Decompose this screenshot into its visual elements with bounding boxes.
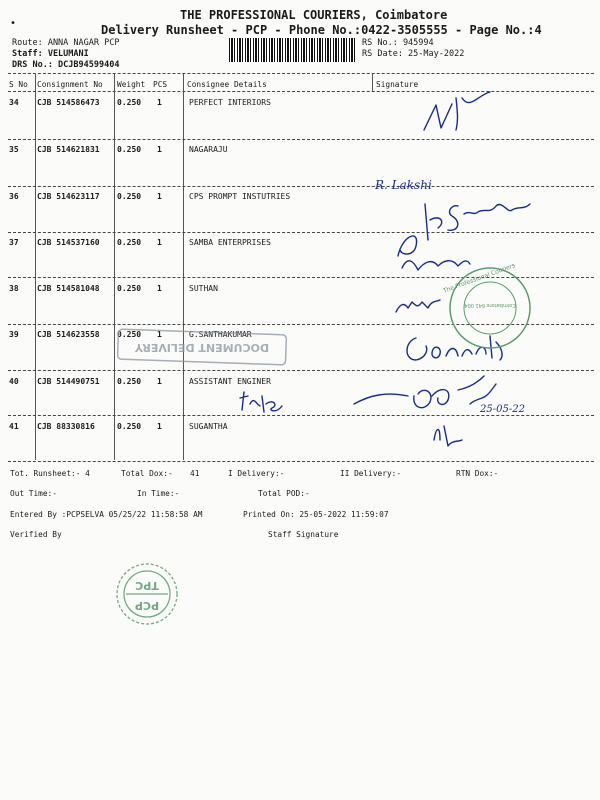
entered-by: Entered By :PCPSELVA 05/25/22 11:58:58 AM — [10, 510, 203, 519]
row-weight: 0.250 — [117, 284, 142, 293]
row-consignee: NAGARAJU — [189, 145, 228, 154]
total-dox-value: 41 — [190, 469, 200, 478]
signature-row-37 — [398, 204, 530, 256]
row-sno: 39 — [9, 330, 19, 339]
row-weight: 0.250 — [117, 377, 142, 386]
rs-number: RS No.: 945994 — [362, 38, 434, 48]
row-consignee: G.SANTHAKUMAR — [189, 330, 252, 339]
row-weight: 0.250 — [117, 422, 142, 431]
signature-row-40 — [240, 376, 496, 412]
row-sno: 40 — [9, 377, 19, 386]
row-sno: 41 — [9, 422, 19, 431]
row-pcs: 1 — [157, 192, 162, 201]
total-pod: Total POD:- — [258, 489, 310, 498]
row-consignment: CJB 514490751 — [37, 377, 100, 386]
row-consignment: CJB 514621831 — [37, 145, 100, 154]
first-delivery: I Delivery:- — [228, 469, 285, 478]
tpc-stamp-text: TPC — [135, 579, 159, 592]
row-consignment: CJB 514581048 — [37, 284, 100, 293]
col-header-consignment: Consignment No — [37, 80, 103, 89]
printed-on: Printed On: 25-05-2022 11:59:07 — [243, 510, 389, 519]
row-consignment: CJB 88330816 — [37, 422, 95, 431]
second-delivery: II Delivery:- — [340, 469, 402, 478]
verified-by: Verified By — [10, 530, 62, 539]
document-delivery-stamp-text: DOCUMENT DELIVERY — [134, 341, 270, 354]
bullet-mark: • — [10, 18, 17, 29]
row-pcs: 1 — [157, 377, 162, 386]
row-sno: 34 — [9, 98, 19, 107]
row-sno: 36 — [9, 192, 19, 201]
row-consignment: CJB 514623117 — [37, 192, 100, 201]
office-seal-center-text: Coimbatore 641 004 — [464, 302, 516, 308]
row-consignee: PERFECT INTERIORS — [189, 98, 271, 107]
rs-date: RS Date: 25-May-2022 — [362, 49, 465, 59]
rtn-dox: RTN Dox:- — [456, 469, 499, 478]
row-pcs: 1 — [157, 284, 162, 293]
row-weight: 0.250 — [117, 330, 142, 339]
row-sno: 35 — [9, 145, 19, 154]
office-seal-outer-text: The Professional Couriers — [442, 262, 517, 295]
row-pcs: 1 — [157, 422, 162, 431]
row-consignee: SAMBA ENTERPRISES — [189, 238, 271, 247]
row-pcs: 1 — [157, 330, 162, 339]
row-consignee: SUTHAN — [189, 284, 218, 293]
staff-label: Staff: VELUMANI — [12, 49, 89, 59]
tpc-pcp-stamp — [117, 564, 177, 624]
row-weight: 0.250 — [117, 192, 142, 201]
col-header-consignee: Consignee Details — [187, 80, 267, 89]
row-sno: 37 — [9, 238, 19, 247]
row-weight: 0.250 — [117, 145, 142, 154]
row-consignee: CPS PROMPT INSTUTRIES — [189, 192, 291, 201]
signature-row-36: R. Lakshi — [375, 178, 432, 192]
row-weight: 0.250 — [117, 238, 142, 247]
row-consignee: SUGANTHA — [189, 422, 228, 431]
signature-row-34 — [424, 92, 490, 130]
row-pcs: 1 — [157, 145, 162, 154]
col-header-signature: Signature — [376, 80, 419, 89]
total-runsheet: Tot. Runsheet:- 4 — [10, 469, 90, 478]
col-header-pcs: PCS — [153, 80, 168, 89]
col-header-weight: Weight — [117, 80, 146, 89]
row-pcs: 1 — [157, 98, 162, 107]
runsheet-subtitle: Delivery Runsheet - PCP - Phone No.:0422-3505555 - Page No.:4 — [101, 23, 542, 37]
in-time: In Time:- — [137, 489, 180, 498]
row-consignment: CJB 514537160 — [37, 238, 100, 247]
row-weight: 0.250 — [117, 98, 142, 107]
total-dox-label: Total Dox:- — [121, 469, 173, 478]
row-pcs: 1 — [157, 238, 162, 247]
row-consignment: CJB 514623558 — [37, 330, 100, 339]
row-sno: 38 — [9, 284, 19, 293]
drs-number: DRS No.: DCJB94599404 — [12, 60, 120, 70]
route-label: Route: ANNA NAGAR PCP — [12, 38, 120, 48]
col-header-sno: S No — [9, 80, 28, 89]
company-title: THE PROFESSIONAL COURIERS, Coimbatore — [180, 8, 448, 22]
staff-signature-label: Staff Signature — [268, 530, 339, 539]
signature-row-40-date: 25-05-22 — [480, 404, 525, 415]
pcp-stamp-text: PCP — [134, 599, 160, 612]
row-consignment: CJB 514586473 — [37, 98, 100, 107]
out-time: Out Time:- — [10, 489, 57, 498]
signature-row-41 — [434, 426, 462, 446]
row-consignee: ASSISTANT ENGINER — [189, 377, 271, 386]
